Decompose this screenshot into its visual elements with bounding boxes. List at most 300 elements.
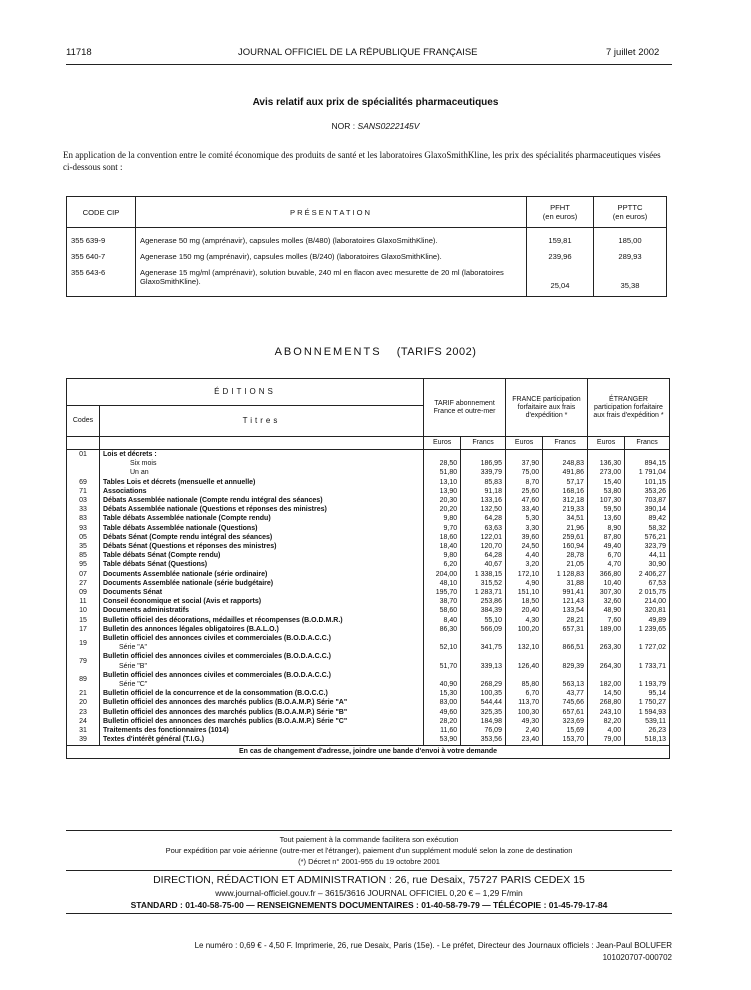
- row-code: 21: [79, 690, 87, 698]
- row-code: [67, 468, 100, 477]
- footer-price: Le numéro : 0,69 € - 4,50 F. Imprimerie, 26, rue Desaix, Paris (15e). - Le préfet, Directeur des Journaux officiels : Jean-Paul BOLUFER: [194, 941, 672, 950]
- row-code: 85: [79, 552, 87, 560]
- codes-header: Codes: [67, 406, 100, 437]
- table-row: [67, 652, 670, 670]
- direction-block: [66, 870, 672, 914]
- row-value: 85,80: [505, 671, 542, 689]
- row-code: [67, 459, 100, 468]
- row-value: 15,69: [543, 726, 588, 735]
- row-value: 268,29: [461, 671, 506, 689]
- row-value: 186,95: [461, 459, 506, 468]
- row-code: 33: [79, 506, 87, 514]
- payment-note: Tout paiement à la commande facilitera son exécution: [279, 835, 459, 844]
- row-value: 85,83: [461, 478, 506, 487]
- row-value: 28,20: [424, 717, 461, 726]
- row-value: 86,30: [424, 625, 461, 634]
- row-value: 64,28: [461, 551, 506, 560]
- row-value: 566,09: [461, 625, 506, 634]
- row-value: 113,70: [505, 698, 542, 707]
- row-title: Un an: [100, 468, 424, 477]
- row-title: Textes d'intérêt général (T.I.G.): [100, 735, 424, 745]
- row-value: 390,14: [625, 505, 670, 514]
- row-value: 107,30: [587, 496, 624, 505]
- table-row: [67, 588, 670, 597]
- row-value: 63,63: [461, 524, 506, 533]
- row-value: 49,30: [505, 717, 542, 726]
- row-value: 20,40: [505, 606, 542, 615]
- row-code: 19: [79, 639, 87, 647]
- row-value: [424, 450, 461, 460]
- row-value: 894,15: [625, 459, 670, 468]
- row-value: 53,80: [587, 487, 624, 496]
- row-value: 82,20: [587, 717, 624, 726]
- row-title: Table débats Assemblée nationale (Questions): [100, 524, 424, 533]
- row-value: 59,50: [587, 505, 624, 514]
- editions-header: ÉDITIONS: [67, 379, 424, 406]
- row-value: 384,39: [461, 606, 506, 615]
- row-value: 1 283,71: [461, 588, 506, 597]
- table-row: [67, 542, 670, 551]
- row-value: 51,80: [424, 468, 461, 477]
- row-value: 323,69: [543, 717, 588, 726]
- table-row: [67, 450, 670, 460]
- row-value: 184,98: [461, 717, 506, 726]
- row-value: 518,13: [625, 735, 670, 745]
- row-value: 576,21: [625, 533, 670, 542]
- row-value: 353,26: [625, 487, 670, 496]
- row-value: 253,86: [461, 597, 506, 606]
- table-row: [67, 708, 670, 717]
- nor-value: SANS0222145V: [357, 121, 420, 131]
- row-value: 28,50: [424, 459, 461, 468]
- notice-intro: En application de la convention entre le comité économique des produits de santé et les laboratoires GlaxoSmithKline, les prix des spécialités pharmaceutiques visées ci-dessous sont :: [63, 150, 661, 172]
- row-code: 17: [79, 625, 87, 633]
- row-value: [505, 450, 542, 460]
- row-value: 28,78: [543, 551, 588, 560]
- row-title: Débats Assemblée nationale (Compte rendu intégral des séances): [100, 496, 424, 505]
- row-value: 133,16: [461, 496, 506, 505]
- row-value: 3,20: [505, 560, 542, 569]
- row-value: 76,09: [461, 726, 506, 735]
- row-value: 1 750,27: [625, 698, 670, 707]
- row-value: 32,60: [587, 597, 624, 606]
- table-row: [67, 505, 670, 514]
- notice-title: Avis relatif aux prix de spécialités pharmaceutiques: [252, 97, 499, 108]
- row-value: 33,40: [505, 505, 542, 514]
- row-value: 1 594,93: [625, 708, 670, 717]
- row-value: 15,30: [424, 689, 461, 698]
- row-value: 100,20: [505, 625, 542, 634]
- row-value: 325,35: [461, 708, 506, 717]
- row-code: 83: [79, 515, 87, 523]
- row-value: [461, 450, 506, 460]
- row-code: 09: [79, 589, 87, 597]
- row-value: 133,54: [543, 606, 588, 615]
- row-value: 21,05: [543, 560, 588, 569]
- row-value: 539,11: [625, 717, 670, 726]
- row-value: 323,79: [625, 542, 670, 551]
- row-value: 4,00: [587, 726, 624, 735]
- table-row: [67, 735, 670, 745]
- row-value: 58,60: [424, 606, 461, 615]
- row-value: 132,10: [505, 634, 542, 652]
- table-row: [67, 468, 670, 477]
- row-code: 15: [79, 616, 87, 624]
- row-value: 23,40: [505, 735, 542, 745]
- row-value: 25,60: [505, 487, 542, 496]
- row-title: Bulletin officiel des annonces civiles et commerciales (B.O.D.A.C.C.) Série "B": [100, 652, 424, 670]
- table-row: [67, 487, 670, 496]
- row-value: 243,10: [587, 708, 624, 717]
- row-value: 87,80: [587, 533, 624, 542]
- air-note: Pour expédition par voie aérienne (outre-mer et l'étranger), paiement d'un supplément modulé selon la zone de destination: [165, 846, 573, 855]
- row-value: 79,00: [587, 735, 624, 745]
- table-row: [67, 689, 670, 698]
- table-row: [67, 717, 670, 726]
- tarif-header: TARIF abonnement France et outre-mer: [424, 379, 506, 437]
- row-value: 1 338,15: [461, 570, 506, 579]
- row-title: Tables Lois et décrets (mensuelle et annuelle): [100, 478, 424, 487]
- row-value: 132,50: [461, 505, 506, 514]
- row-code: 23: [79, 708, 87, 716]
- row-value: 52,10: [424, 634, 461, 652]
- row-title: Bulletin officiel de la concurrence et de la consommation (B.O.C.C.): [100, 689, 424, 698]
- row-title: Bulletin officiel des annonces civiles et commerciales (B.O.D.A.C.C.) Série "C": [100, 671, 424, 689]
- row-value: 37,90: [505, 459, 542, 468]
- row-title: Documents Assemblée nationale (série budgétaire): [100, 579, 424, 588]
- row-value: 491,86: [543, 468, 588, 477]
- row-value: 39,60: [505, 533, 542, 542]
- table-row: [67, 533, 670, 542]
- header-rule: [66, 64, 672, 65]
- row-value: 24,50: [505, 542, 542, 551]
- row-value: 11,60: [424, 726, 461, 735]
- row-value: 9,70: [424, 524, 461, 533]
- row-code: 39: [79, 736, 87, 744]
- row-value: 18,60: [424, 533, 461, 542]
- row-title: Six mois: [100, 459, 424, 468]
- table-row: [67, 579, 670, 588]
- row-code: 27: [79, 579, 87, 587]
- subscriptions-table: [66, 378, 670, 759]
- row-value: 67,53: [625, 579, 670, 588]
- row-value: 263,30: [587, 634, 624, 652]
- nor-label: NOR :: [331, 121, 356, 131]
- row-title: Débats Sénat (Compte rendu intégral des séances): [100, 533, 424, 542]
- row-value: 8,90: [587, 524, 624, 533]
- row-value: 312,18: [543, 496, 588, 505]
- row-value: 14,50: [587, 689, 624, 698]
- row-value: 18,50: [505, 597, 542, 606]
- row-value: 30,90: [625, 560, 670, 569]
- row-value: 2 015,75: [625, 588, 670, 597]
- row-value: 168,16: [543, 487, 588, 496]
- row-value: 264,30: [587, 652, 624, 670]
- euros-header: Euros: [505, 437, 542, 450]
- table-row: [67, 570, 670, 579]
- row-value: 1 727,02: [625, 634, 670, 652]
- row-code: 07: [79, 570, 87, 578]
- pfht-header: PFHT (en euros): [527, 197, 594, 228]
- row-value: 58,32: [625, 524, 670, 533]
- row-title: Conseil économique et social (Avis et rapports): [100, 597, 424, 606]
- row-value: 95,14: [625, 689, 670, 698]
- notes-block: [66, 830, 672, 867]
- row-value: 563,13: [543, 671, 588, 689]
- row-code: 89: [79, 676, 87, 684]
- row-value: 20,30: [424, 496, 461, 505]
- row-title: Documents Sénat: [100, 588, 424, 597]
- row-value: 51,70: [424, 652, 461, 670]
- table-row: [67, 671, 670, 689]
- row-title: Bulletin officiel des décorations, médailles et récompenses (B.O.D.M.R.): [100, 616, 424, 625]
- row-code: 71: [79, 487, 87, 495]
- table-row: [67, 616, 670, 625]
- row-code: 01: [79, 451, 87, 458]
- table-row: [67, 726, 670, 735]
- row-value: 121,43: [543, 597, 588, 606]
- row-value: 91,18: [461, 487, 506, 496]
- row-value: 1 193,79: [625, 671, 670, 689]
- row-value: 10,40: [587, 579, 624, 588]
- row-title: Bulletin officiel des annonces des marchés publics (B.O.A.M.P.) Série "B": [100, 708, 424, 717]
- row-value: 315,52: [461, 579, 506, 588]
- row-value: 15,40: [587, 478, 624, 487]
- row-code: 35: [79, 543, 87, 551]
- table-row: [67, 597, 670, 606]
- direction-phones: STANDARD : 01-40-58-75-00 — RENSEIGNEMENTS DOCUMENTAIRES : 01-40-58-79-79 — TÉLÉCOPIE : 01-45-79-17-84: [130, 900, 608, 910]
- row-value: [625, 450, 670, 460]
- row-value: 153,70: [543, 735, 588, 745]
- row-value: 49,60: [424, 708, 461, 717]
- row-code: 03: [79, 497, 87, 505]
- row-value: 339,79: [461, 468, 506, 477]
- row-value: 13,10: [424, 478, 461, 487]
- row-value: 5,30: [505, 514, 542, 523]
- row-code: 31: [79, 727, 87, 735]
- change-notice: En cas de changement d'adresse, joindre une bande d'envoi à votre demande: [67, 745, 670, 758]
- row-value: 6,20: [424, 560, 461, 569]
- francs-header: Francs: [625, 437, 670, 450]
- row-value: 13,60: [587, 514, 624, 523]
- row-code: 95: [79, 561, 87, 569]
- table-row: [67, 625, 670, 634]
- row-value: 101,15: [625, 478, 670, 487]
- row-value: 172,10: [505, 570, 542, 579]
- row-value: 703,87: [625, 496, 670, 505]
- row-value: 657,61: [543, 708, 588, 717]
- row-code: 10: [79, 607, 87, 615]
- row-value: 366,80: [587, 570, 624, 579]
- row-title: Bulletin officiel des annonces des marchés publics (B.O.A.M.P.) Série "A": [100, 698, 424, 707]
- row-value: 8,40: [424, 616, 461, 625]
- row-code: 69: [79, 478, 87, 486]
- presentation-header: PRÉSENTATION: [136, 197, 527, 228]
- row-value: 49,40: [587, 542, 624, 551]
- row-value: 829,39: [543, 652, 588, 670]
- row-title: Table débats Assemblée nationale (Compte rendu): [100, 514, 424, 523]
- row-value: 100,30: [505, 708, 542, 717]
- row-title: Traitements des fonctionnaires (1014): [100, 726, 424, 735]
- row-value: 273,00: [587, 468, 624, 477]
- subscriptions-title: ABONNEMENTS (TARIFS 2002): [274, 346, 477, 358]
- row-value: 320,81: [625, 606, 670, 615]
- row-value: 48,90: [587, 606, 624, 615]
- table-row: 355 643-6 Agenerase 15 mg/ml (amprénavir), solution buvable, 240 ml en flacon avec mesurette de 20 ml (laboratoires GlaxoSmithKline). 25,04 35,38: [67, 268, 667, 290]
- table-row: [67, 551, 670, 560]
- row-value: 2 406,27: [625, 570, 670, 579]
- row-value: 544,44: [461, 698, 506, 707]
- row-value: 4,70: [587, 560, 624, 569]
- row-value: 4,90: [505, 579, 542, 588]
- table-row: [67, 524, 670, 533]
- decree-note: (*) Décret n° 2001-955 du 19 octobre 2001: [298, 857, 440, 866]
- euros-header: Euros: [424, 437, 461, 450]
- row-value: [543, 450, 588, 460]
- row-value: 268,80: [587, 698, 624, 707]
- row-title: Documents Assemblée nationale (série ordinaire): [100, 570, 424, 579]
- row-value: 75,00: [505, 468, 542, 477]
- row-value: 1 791,04: [625, 468, 670, 477]
- row-value: 55,10: [461, 616, 506, 625]
- table-row: 355 639-9 Agenerase 50 mg (amprénavir), capsules molles (B/480) (laboratoires GlaxoSmithKline). 159,81 185,00: [67, 236, 667, 252]
- row-value: 136,30: [587, 459, 624, 468]
- row-value: 48,10: [424, 579, 461, 588]
- row-value: 34,51: [543, 514, 588, 523]
- row-code: 93: [79, 524, 87, 532]
- row-code: 20: [79, 699, 87, 707]
- ppttc-header: PPTTC (en euros): [594, 197, 667, 228]
- row-value: 182,00: [587, 671, 624, 689]
- row-title: Débats Assemblée nationale (Questions et réponses des ministres): [100, 505, 424, 514]
- row-value: 28,21: [543, 616, 588, 625]
- row-value: 18,40: [424, 542, 461, 551]
- row-value: 341,75: [461, 634, 506, 652]
- row-value: 44,11: [625, 551, 670, 560]
- row-value: 21,96: [543, 524, 588, 533]
- code-cip-header: CODE CIP: [67, 197, 136, 228]
- row-code: 24: [79, 717, 87, 725]
- row-code: 79: [79, 658, 87, 666]
- row-code: 11: [79, 598, 87, 606]
- direction-web: www.journal-officiel.gouv.fr – 3615/3616 JOURNAL OFFICIEL 0,20 € – 1,29 F/min: [215, 888, 523, 898]
- row-value: 745,66: [543, 698, 588, 707]
- row-value: 204,00: [424, 570, 461, 579]
- euros-header: Euros: [587, 437, 624, 450]
- row-value: 49,89: [625, 616, 670, 625]
- row-title: Table débats Sénat (Compte rendu): [100, 551, 424, 560]
- row-value: 2,40: [505, 726, 542, 735]
- row-value: 38,70: [424, 597, 461, 606]
- table-row: [67, 514, 670, 523]
- row-value: 219,33: [543, 505, 588, 514]
- row-code: 05: [79, 533, 87, 541]
- row-value: 31,88: [543, 579, 588, 588]
- row-value: 8,70: [505, 478, 542, 487]
- row-title: Table débats Sénat (Questions): [100, 560, 424, 569]
- row-value: 160,94: [543, 542, 588, 551]
- row-value: 214,00: [625, 597, 670, 606]
- row-value: 4,40: [505, 551, 542, 560]
- table-row: [67, 634, 670, 652]
- row-value: 1 128,83: [543, 570, 588, 579]
- row-title: Débats Sénat (Questions et réponses des ministres): [100, 542, 424, 551]
- row-value: 83,00: [424, 698, 461, 707]
- row-value: 151,10: [505, 588, 542, 597]
- row-value: 64,28: [461, 514, 506, 523]
- journal-name: JOURNAL OFFICIEL DE LA RÉPUBLIQUE FRANÇAISE: [238, 47, 478, 58]
- row-value: 3,30: [505, 524, 542, 533]
- row-value: 657,31: [543, 625, 588, 634]
- row-value: 13,90: [424, 487, 461, 496]
- francs-header: Francs: [461, 437, 506, 450]
- row-value: 100,35: [461, 689, 506, 698]
- row-title: Bulletin officiel des annonces des marchés publics (B.O.A.M.P.) Série "C": [100, 717, 424, 726]
- nor-line: [0, 121, 751, 131]
- row-value: 122,01: [461, 533, 506, 542]
- francs-header: Francs: [543, 437, 588, 450]
- row-value: 9,80: [424, 551, 461, 560]
- row-value: 120,70: [461, 542, 506, 551]
- row-value: 6,70: [587, 551, 624, 560]
- issue-date: 7 juillet 2002: [606, 47, 660, 58]
- row-value: 248,83: [543, 459, 588, 468]
- row-value: 47,60: [505, 496, 542, 505]
- page-number: 11718: [66, 47, 92, 58]
- row-value: 126,40: [505, 652, 542, 670]
- row-value: 89,42: [625, 514, 670, 523]
- row-title: Documents administratifs: [100, 606, 424, 615]
- row-title: Associations: [100, 487, 424, 496]
- row-value: 20,20: [424, 505, 461, 514]
- row-value: 189,00: [587, 625, 624, 634]
- prices-table: [66, 196, 667, 297]
- table-row: [67, 560, 670, 569]
- table-row: [67, 459, 670, 468]
- direction-address: DIRECTION, RÉDACTION ET ADMINISTRATION : 26, rue Desaix, 75727 PARIS CEDEX 15: [153, 874, 585, 886]
- etranger-header: ÉTRANGER participation forfaitaire aux frais d'expédition *: [587, 379, 669, 437]
- row-value: 40,67: [461, 560, 506, 569]
- titres-header: Titres: [100, 406, 424, 437]
- row-value: 26,23: [625, 726, 670, 735]
- row-value: 57,17: [543, 478, 588, 487]
- row-value: 1 239,65: [625, 625, 670, 634]
- row-value: 40,90: [424, 671, 461, 689]
- row-title: Bulletin officiel des annonces civiles et commerciales (B.O.D.A.C.C.) Série "A": [100, 634, 424, 652]
- row-value: [587, 450, 624, 460]
- table-row: [67, 606, 670, 615]
- table-row: 355 640-7 Agenerase 150 mg (amprénavir), capsules molles (B/240) (laboratoires GlaxoSmithKline). 239,96 289,93: [67, 252, 667, 268]
- row-value: 353,56: [461, 735, 506, 745]
- table-row: [67, 478, 670, 487]
- row-value: 991,41: [543, 588, 588, 597]
- row-value: 259,61: [543, 533, 588, 542]
- row-value: 866,51: [543, 634, 588, 652]
- row-value: 43,77: [543, 689, 588, 698]
- row-title: Lois et décrets :: [100, 450, 424, 460]
- row-value: 7,60: [587, 616, 624, 625]
- row-value: 53,90: [424, 735, 461, 745]
- france-header: FRANCE participation forfaitaire aux frais d'expédition *: [505, 379, 587, 437]
- row-value: 307,30: [587, 588, 624, 597]
- row-title: Bulletin des annonces légales obligatoires (B.A.L.O.): [100, 625, 424, 634]
- row-value: 1 733,71: [625, 652, 670, 670]
- table-row: [67, 698, 670, 707]
- row-value: 6,70: [505, 689, 542, 698]
- table-row: [67, 496, 670, 505]
- row-value: 4,30: [505, 616, 542, 625]
- footer-ref: 101020707-000702: [602, 953, 672, 962]
